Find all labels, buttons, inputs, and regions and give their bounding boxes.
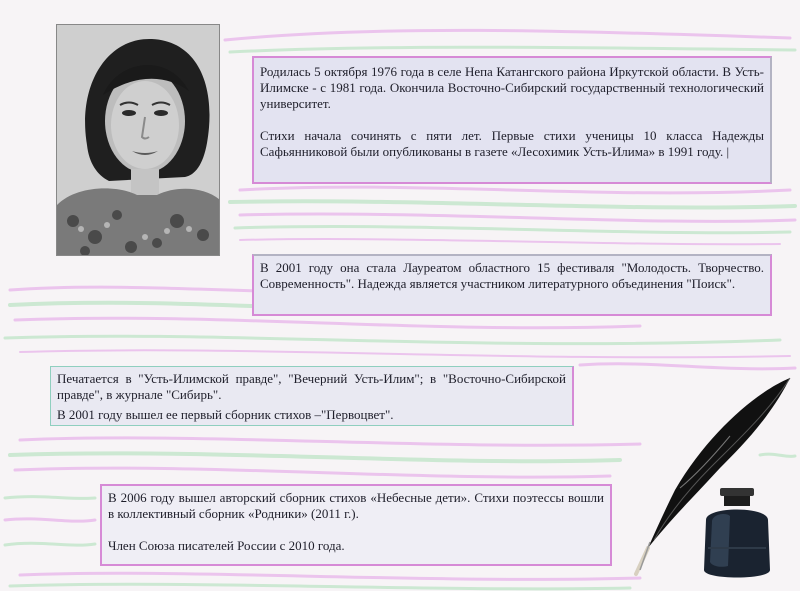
membership-paragraph: Член Союза писателей России с 2010 года. bbox=[108, 538, 345, 553]
portrait-image bbox=[57, 25, 220, 256]
first-collection-paragraph: В 2001 году вышел ее первый сборник стихов –"Первоцвет". bbox=[57, 407, 394, 422]
award-paragraph: В 2001 году она стала Лауреатом областного 15 фестиваля "Молодость. Творчество. Современность". Надежда является участником литературного объединения "Поиск". bbox=[260, 260, 764, 291]
first-poems-paragraph: Стихи начала сочинять с пяти лет. Первые стихи ученицы 10 класса Надежды Сафьянниковой были опубликованы в газете «Лесохимик Усть-Илима» в 1991 году. | bbox=[260, 128, 764, 159]
quill-illustration bbox=[620, 370, 795, 585]
collections-paragraph: В 2006 году вышел авторский сборник стихов «Небесные дети». Стихи поэтессы вошли в коллективный сборник «Родники» (2011 г.). bbox=[108, 490, 604, 521]
award-card bbox=[252, 254, 772, 316]
publications-paragraph: Печатается в "Усть-Илимской правде", "Вечерний Усть-Илим"; в "Восточно-Сибирской правде", в журнале "Сибирь". bbox=[57, 371, 566, 402]
biography-card bbox=[252, 56, 772, 184]
birth-paragraph: Родилась 5 октября 1976 года в селе Непа Катангского района Иркутской области. В Усть-Илимске - с 1981 года. Окончила Восточно-Сибирский государственный технологический университет. bbox=[260, 64, 764, 111]
publications-card bbox=[50, 366, 574, 426]
portrait-photo bbox=[56, 24, 220, 256]
later-works-card bbox=[100, 484, 612, 566]
inkwell-icon bbox=[704, 488, 770, 578]
